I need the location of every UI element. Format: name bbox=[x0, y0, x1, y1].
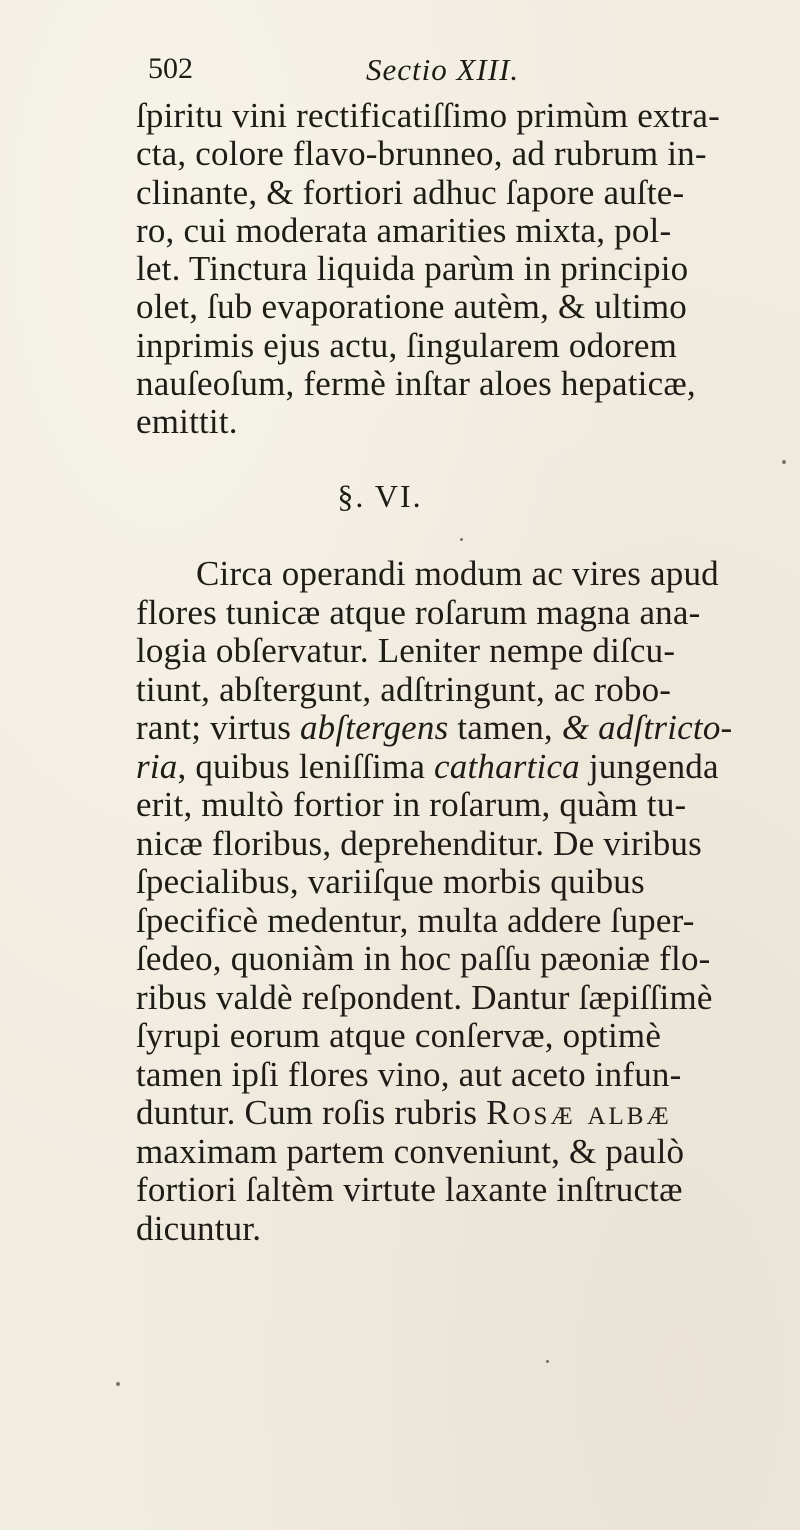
italic-term: ria bbox=[136, 746, 178, 786]
text-line: emittit. bbox=[136, 402, 238, 442]
text-line: ſedeo, quoniàm in hoc paſſu pæoniæ flo- bbox=[136, 939, 711, 978]
running-head: Sectio XIII. bbox=[366, 52, 520, 87]
section-heading bbox=[0, 478, 800, 515]
text-line bbox=[136, 1094, 776, 1133]
text-line: cta, colore flavo-brunneo, ad rubrum in- bbox=[136, 134, 707, 174]
section-number: §. VI. bbox=[337, 478, 423, 514]
text-line: flores tunicæ atque roſarum magna ana- bbox=[136, 592, 701, 632]
text-line: dicuntur. bbox=[136, 1208, 262, 1248]
text-line: maximam partem conveniunt, & paulò bbox=[136, 1131, 685, 1171]
text-line: fortiori ſaltèm virtute laxante inſtructæ bbox=[136, 1170, 683, 1209]
paragraph-2 bbox=[136, 555, 776, 1248]
text-line: ſpecialibus, variiſque morbis quibus bbox=[136, 862, 645, 901]
page-number: 502 bbox=[148, 52, 193, 85]
ink-speck bbox=[782, 460, 786, 464]
italic-term: cathartica bbox=[434, 746, 580, 786]
page-header bbox=[148, 52, 608, 92]
text-run: , quibus leniſſima bbox=[177, 746, 435, 786]
text-line: ro, cui moderata amarities mixta, pol- bbox=[136, 210, 672, 250]
text-run: duntur. Cum roſis rubris bbox=[136, 1093, 487, 1132]
text-run: jungenda bbox=[579, 746, 719, 786]
text-run: tamen, bbox=[448, 708, 562, 747]
ink-speck bbox=[460, 538, 463, 541]
text-line: ſpecificè medentur, multa addere ſuper- bbox=[136, 900, 695, 940]
text-line: ſyrupi eorum atque conſervæ, optimè bbox=[136, 1016, 662, 1055]
ink-speck bbox=[116, 1382, 120, 1386]
text-line bbox=[136, 709, 776, 748]
text-run: rant; virtus bbox=[136, 708, 300, 747]
text-line: logia obſervatur. Leniter nempe diſcu- bbox=[136, 631, 676, 670]
text-line: tiunt, abſtergunt, adſtringunt, ac robo- bbox=[136, 669, 672, 709]
text-line: ſpiritu vini rectificatiſſimo primùm extra- bbox=[136, 96, 720, 135]
paragraph-1 bbox=[136, 97, 776, 442]
text-line: nicæ floribus, deprehenditur. De viribus bbox=[136, 823, 702, 863]
italic-term: & adſtricto- bbox=[561, 708, 733, 747]
ink-speck bbox=[546, 1360, 549, 1363]
text-line: olet, ſub evaporatione autèm, & ultimo bbox=[136, 287, 687, 327]
text-line: tamen ipſi flores vino, aut aceto infun- bbox=[136, 1054, 682, 1094]
text-line: clinante, & fortiori adhuc ſapore auſte- bbox=[136, 172, 685, 212]
text-line: Circa operandi modum ac vires apud bbox=[196, 554, 719, 593]
text-line: inprimis ejus actu, ſingularem odorem bbox=[136, 325, 678, 365]
text-line: let. Tinctura liquida parùm in principio bbox=[136, 249, 689, 289]
small-caps-term: Rosæ albæ bbox=[486, 1093, 672, 1132]
text-line bbox=[136, 748, 776, 787]
italic-term: abſtergens bbox=[299, 708, 449, 747]
text-line: nauſeoſum, fermè inſtar aloes hepaticæ, bbox=[136, 364, 696, 404]
text-line: erit, multò fortior in roſarum, quàm tu- bbox=[136, 785, 687, 824]
text-line: ribus valdè reſpondent. Dantur ſæpiſſimè bbox=[136, 977, 713, 1017]
